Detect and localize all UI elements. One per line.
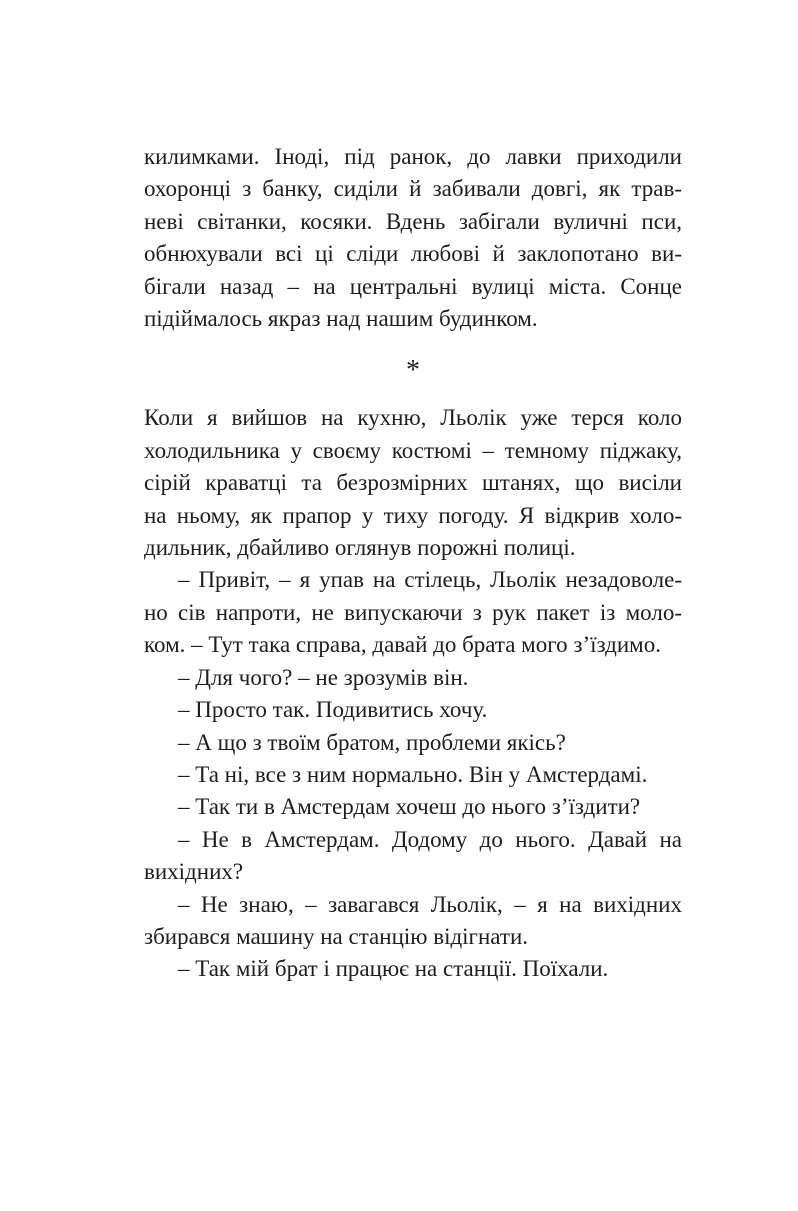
dialogue-paragraph	[144, 824, 682, 889]
dialogue-paragraph	[144, 694, 682, 726]
text-line: – Не в Амстердам. Додому до нього. Давай на	[178, 826, 682, 852]
text-line: – Привіт, – я упав на стілець, Льолік незадоволе-	[178, 567, 682, 593]
text-line: – Та ні, все з ним нормально. Він у Амстердамі.	[178, 761, 648, 787]
text-line: – Так мій брат і працює на станції. Поїхали.	[178, 956, 609, 982]
text-line: ком. – Тут така справа, давай до брата мого з’їздимо.	[144, 632, 661, 658]
dialogue-paragraph	[144, 889, 682, 954]
text-line: неві світанки, косяки. Вдень забігали вуличні пси,	[144, 208, 682, 234]
text-line: охоронці з банку, сиділи й забивали довгі, як трав-	[144, 176, 682, 202]
text-line: сірій краватці та безрозмірних штанях, що висіли	[144, 470, 682, 496]
text-line: – Просто так. Подивитись хочу.	[178, 697, 488, 723]
text-line: – А що з твоїм братом, проблеми якісь?	[178, 729, 566, 755]
text-line: на ньому, як прапор у тиху погоду. Я відкрив холо-	[144, 502, 682, 528]
body-paragraph	[144, 402, 682, 564]
text-line: бігали назад – на центральні вулиці міста. Сонце	[144, 273, 682, 299]
text-line: холодильника у своєму костюмі – темному піджаку,	[144, 437, 682, 463]
text-line: вихідних?	[144, 859, 244, 885]
text-line: – Так ти в Амстердам хочеш до нього з’їздити?	[178, 794, 641, 820]
dialogue-paragraph	[144, 759, 682, 791]
page-text	[144, 141, 682, 986]
dialogue-paragraph	[144, 564, 682, 661]
text-line: Коли я вийшов на кухню, Льолік уже терся коло	[144, 405, 682, 431]
text-line: дильник, дбайливо оглянув порожні полиці.	[144, 535, 576, 561]
dialogue-paragraph	[144, 727, 682, 759]
section-separator: *	[406, 355, 420, 387]
text-line: підіймалось якраз над нашим будинком.	[144, 306, 538, 332]
body-paragraph	[144, 141, 682, 335]
text-line: – Не знаю, – завагався Льолік, – я на вихідних	[178, 891, 682, 917]
text-line: обнюхували всі ці сліди любові й заклопотано ви-	[144, 241, 682, 267]
text-line: килимками. Іноді, під ранок, до лавки приходили	[144, 144, 682, 169]
dialogue-paragraph	[144, 953, 682, 985]
text-line: збирався машину на станцію відігнати.	[144, 923, 529, 949]
text-line: но сів напроти, не випускаючи з рук пакет із моло-	[144, 599, 682, 625]
dialogue-paragraph	[144, 662, 682, 694]
text-line: – Для чого? – не зрозумів він.	[178, 664, 469, 690]
dialogue-paragraph	[144, 791, 682, 823]
